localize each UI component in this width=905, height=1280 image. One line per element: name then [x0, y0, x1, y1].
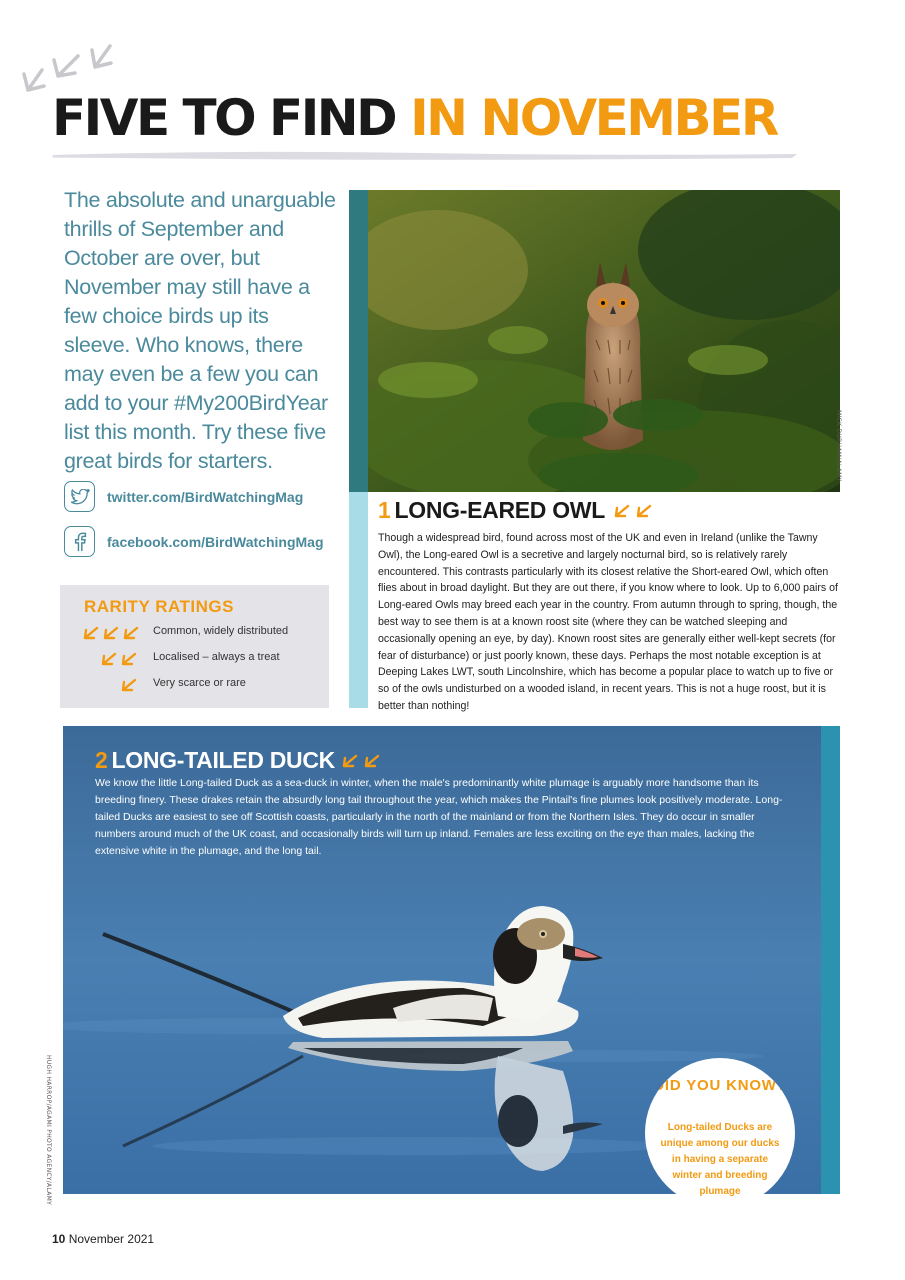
title-part-2: IN NOVEMBER	[410, 89, 777, 147]
owl-photo-credit: MICK DURHAM/ALAMY	[835, 410, 842, 482]
rarity-arrow-icon	[120, 676, 142, 694]
duck-number: 2	[95, 747, 108, 773]
owl-heading	[378, 497, 659, 524]
rarity-row-common	[60, 623, 329, 643]
rarity-label-rare: Very scarce or rare	[153, 677, 246, 689]
twitter-link-text: twitter.com/BirdWatchingMag	[107, 488, 304, 505]
duck-photo-credit: HUGH HARROP/AGAMI PHOTO AGENCY/ALAMY	[45, 1055, 52, 1206]
rarity-arrow-icon	[613, 502, 659, 520]
rarity-ratings-box	[60, 585, 329, 708]
twitter-link[interactable]	[64, 481, 303, 512]
intro-text: The absolute and unarguable thrills of September and October are over, but November may still have a few choice birds up its sleeve. Who knows, there may even be a few you can add to your #My200BirdYear list this month. Try these five great birds for starters.	[64, 188, 336, 473]
rarity-arrow-icon	[341, 752, 387, 770]
facebook-icon	[64, 526, 95, 557]
rarity-row-localised	[60, 649, 329, 669]
duck-title: LONG-TAILED DUCK	[111, 747, 335, 773]
owl-body-text: Though a widespread bird, found across most of the UK and even in Ireland (unlike the Tawny Owl), the Long-eared Owl is a secretive and largely nocturnal bird, so is relatively rarely encountered. This contrasts particularly with its closest relative the Short-eared Owl, which often flies about in broad daylight. But they are out there, if you know where to look. Up to 6,000 pairs of Long-eared Owls may breed each year in the country. From autumn through to spring, though, the best way to see them is at a known roost site (where they can be watched sleeping and occasionally opening an eye, by day). Known roost sites are generally either well-kept secrets (for fear of disturbance) or just poorly known, these days. Perhaps the most notable exception is at Deeping Lakes LWT, south Lincolnshire, which has become a popular place to watch up to five or so of the owls undisturbed on a wooded island, in recent years. This is not a huge roost, but it is better than nothing!	[378, 532, 838, 712]
rarity-label-localised: Localised – always a treat	[153, 651, 280, 663]
owl-accent-strip-top	[349, 190, 368, 492]
owl-number: 1	[378, 497, 391, 523]
page-number: 10	[52, 1232, 66, 1246]
rarity-arrow-icon	[100, 650, 142, 668]
issue-date: November 2021	[68, 1232, 155, 1246]
rarity-arrow-icon	[82, 624, 144, 642]
long-eared-owl-photo	[368, 190, 840, 492]
page-title	[52, 88, 777, 148]
duck-body-text: We know the little Long-tailed Duck as a sea-duck in winter, when the male's predominantly white plumage is arguably more handsome than its breeding finery. These drakes retain the absurdly long tail throughout the year, which makes the Pintail's fine plumes look positively moderate. Long-tailed Ducks are easiest to see off Scottish coasts, particularly in the north of the mainland or from the Northern Isles. They do occur in smaller numbers around much of the UK coast, and occasionally birds will turn up inland. Females are less exciting on the eye than males, lacking the extensive white in the plumage, and the long tail.	[95, 777, 783, 857]
owl-title: LONG-EARED OWL	[394, 497, 605, 523]
did-you-know-title: DID YOU KNOW?	[653, 1077, 787, 1094]
did-you-know-callout	[645, 1058, 795, 1208]
did-you-know-text: Long-tailed Ducks are unique among our ducks in having a separate winter and breeding plumage	[660, 1122, 780, 1197]
duck-accent-strip	[821, 726, 840, 1194]
rarity-row-rare	[60, 675, 329, 695]
facebook-link-text: facebook.com/BirdWatchingMag	[107, 533, 324, 550]
page-footer	[52, 1232, 154, 1246]
twitter-icon	[64, 481, 95, 512]
rarity-title: RARITY RATINGS	[84, 597, 234, 616]
facebook-link[interactable]	[64, 526, 324, 557]
rarity-label-common: Common, widely distributed	[153, 625, 289, 637]
duck-heading	[95, 747, 387, 774]
title-part-1: FIVE TO FIND	[52, 89, 396, 147]
brush-underline	[52, 148, 797, 162]
